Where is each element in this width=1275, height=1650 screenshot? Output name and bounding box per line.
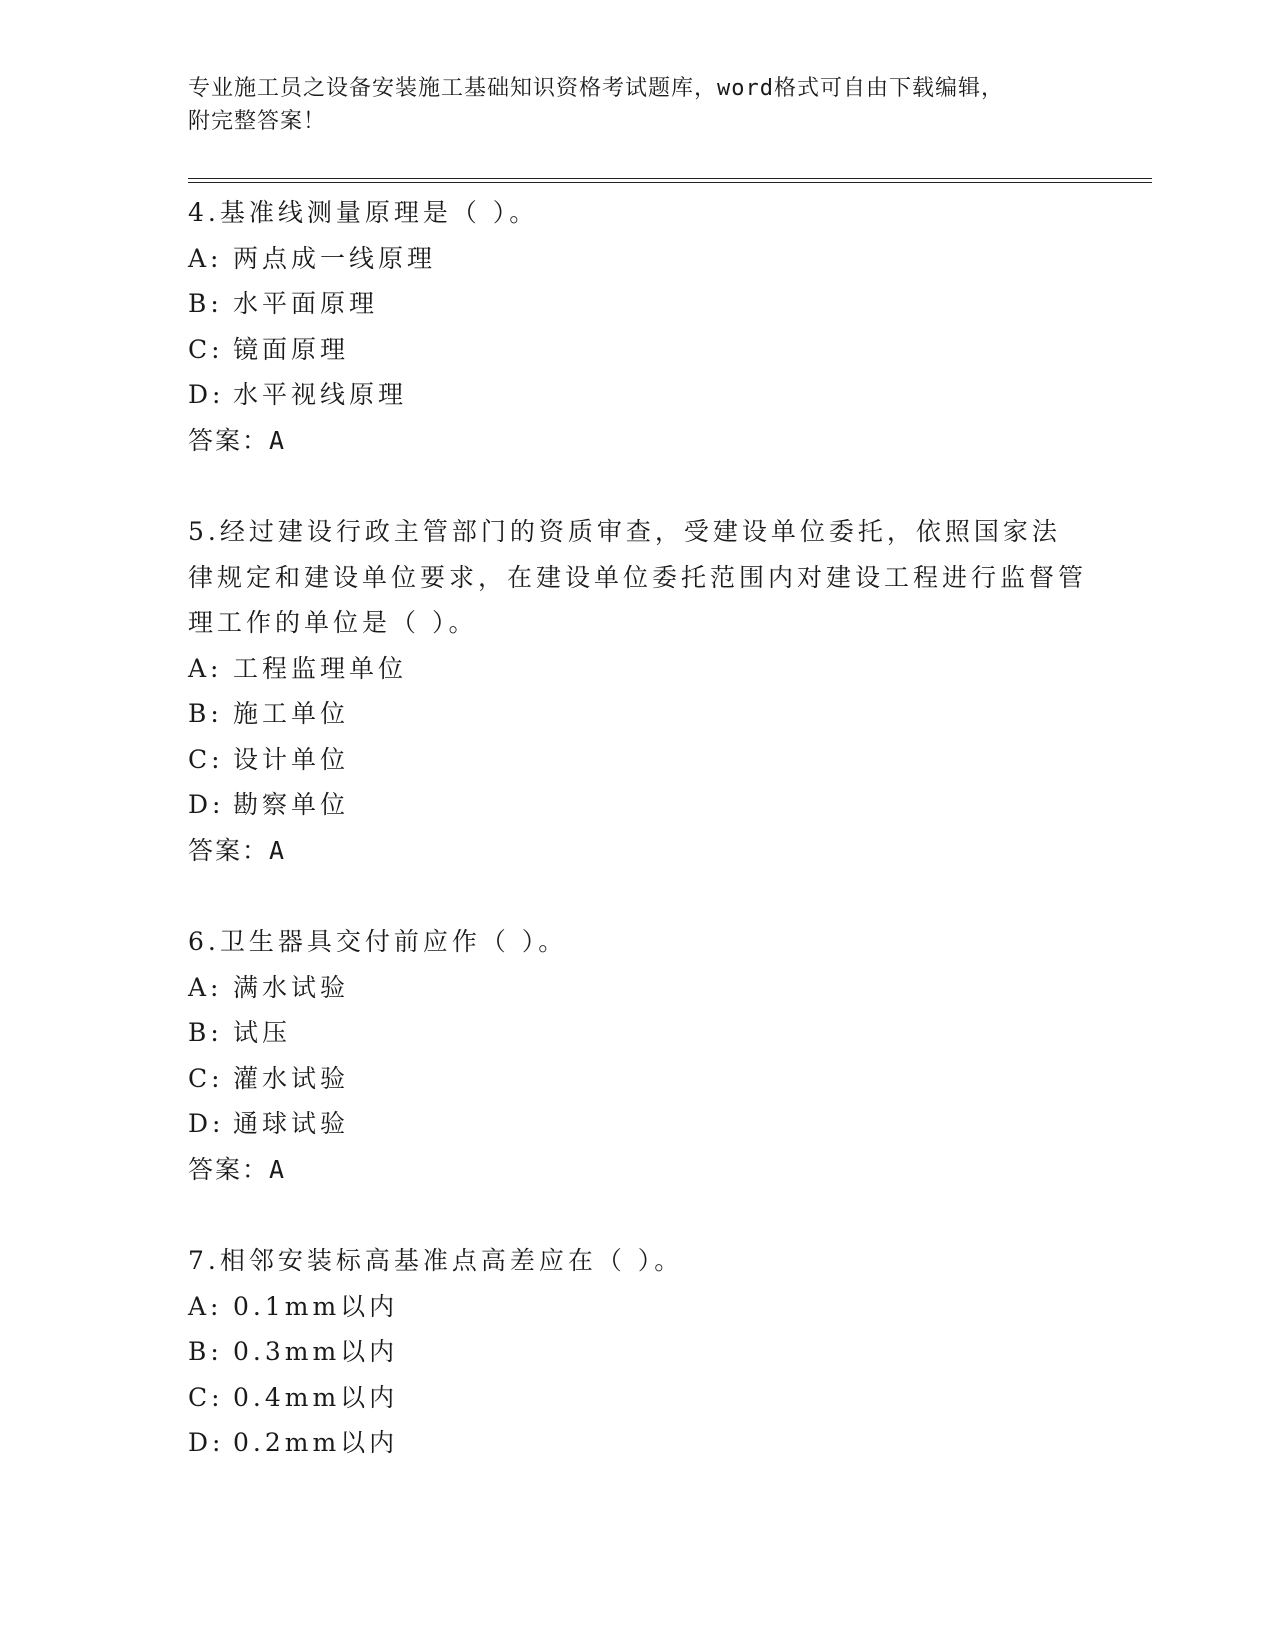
option-a bbox=[188, 646, 1088, 692]
question-stem: 7.相邻安装标高基准点高差应在（ ）。 bbox=[188, 1246, 684, 1275]
option-key: B: bbox=[188, 699, 223, 728]
option-text: 满水试验 bbox=[233, 972, 350, 1002]
question-4 bbox=[188, 190, 1088, 463]
option-d bbox=[188, 1420, 1088, 1466]
option-a bbox=[188, 1284, 1088, 1330]
option-key: C: bbox=[188, 744, 224, 774]
question-stem: 4.基准线测量原理是（ ）。 bbox=[188, 198, 539, 227]
option-b bbox=[188, 281, 1088, 327]
option-b bbox=[188, 691, 1088, 737]
option-b bbox=[188, 1329, 1088, 1375]
option-key: D: bbox=[188, 380, 225, 409]
option-c bbox=[188, 1375, 1088, 1421]
option-text: 水平面原理 bbox=[233, 289, 379, 318]
option-d bbox=[188, 1101, 1088, 1147]
question-7 bbox=[188, 1238, 1088, 1466]
option-key: A: bbox=[188, 1291, 223, 1321]
option-key: A: bbox=[188, 972, 223, 1002]
option-key: D: bbox=[188, 790, 225, 819]
option-c bbox=[188, 737, 1088, 783]
option-key: C: bbox=[188, 1382, 224, 1412]
option-text: 灌水试验 bbox=[233, 1063, 350, 1093]
option-text: 工程监理单位 bbox=[233, 653, 408, 683]
option-d bbox=[188, 782, 1088, 828]
intro-line-2: 附完整答案！ bbox=[188, 109, 327, 134]
question-5 bbox=[188, 509, 1088, 873]
option-a bbox=[188, 236, 1088, 282]
option-text: 施工单位 bbox=[233, 699, 350, 728]
option-key: D: bbox=[188, 1428, 225, 1457]
option-key: C: bbox=[188, 1063, 224, 1093]
document-header bbox=[188, 72, 1068, 138]
option-key: D: bbox=[188, 1109, 225, 1138]
answer-line: 答案：A bbox=[188, 835, 287, 865]
answer-line: 答案：A bbox=[188, 425, 287, 455]
option-text: 镜面原理 bbox=[233, 334, 350, 364]
intro-line-1: 专业施工员之设备安装施工基础知识资格考试题库，word格式可自由下载编辑， bbox=[188, 76, 1004, 101]
option-text: 试压 bbox=[233, 1018, 292, 1047]
option-a bbox=[188, 965, 1088, 1011]
option-text: 0.2mm以内 bbox=[233, 1428, 399, 1457]
option-c bbox=[188, 327, 1088, 373]
option-text: 0.4mm以内 bbox=[233, 1382, 399, 1412]
option-b bbox=[188, 1010, 1088, 1056]
question-stem: 5.经过建设行政主管部门的资质审查，受建设单位委托，依照国家法律规定和建设单位要求，在建设单位委托范围内对建设工程进行监督管理工作的单位是（ ）。 bbox=[188, 517, 1088, 637]
option-key: B: bbox=[188, 1337, 223, 1366]
header-divider-top bbox=[188, 178, 1152, 179]
header-divider-bottom bbox=[188, 182, 1152, 183]
option-text: 设计单位 bbox=[233, 744, 350, 774]
option-key: B: bbox=[188, 1018, 223, 1047]
option-key: C: bbox=[188, 334, 224, 364]
option-text: 勘察单位 bbox=[233, 790, 350, 819]
question-6 bbox=[188, 919, 1088, 1192]
option-key: A: bbox=[188, 243, 223, 273]
option-text: 两点成一线原理 bbox=[233, 243, 437, 273]
option-d bbox=[188, 372, 1088, 418]
option-key: A: bbox=[188, 653, 223, 683]
option-c bbox=[188, 1056, 1088, 1102]
option-text: 0.1mm以内 bbox=[233, 1291, 399, 1321]
option-text: 通球试验 bbox=[233, 1109, 350, 1138]
answer-line: 答案：A bbox=[188, 1154, 287, 1184]
question-stem: 6.卫生器具交付前应作（ ）。 bbox=[188, 927, 568, 956]
option-key: B: bbox=[188, 289, 223, 318]
question-list bbox=[188, 190, 1088, 1512]
option-text: 0.3mm以内 bbox=[233, 1337, 399, 1366]
option-text: 水平视线原理 bbox=[233, 380, 408, 409]
